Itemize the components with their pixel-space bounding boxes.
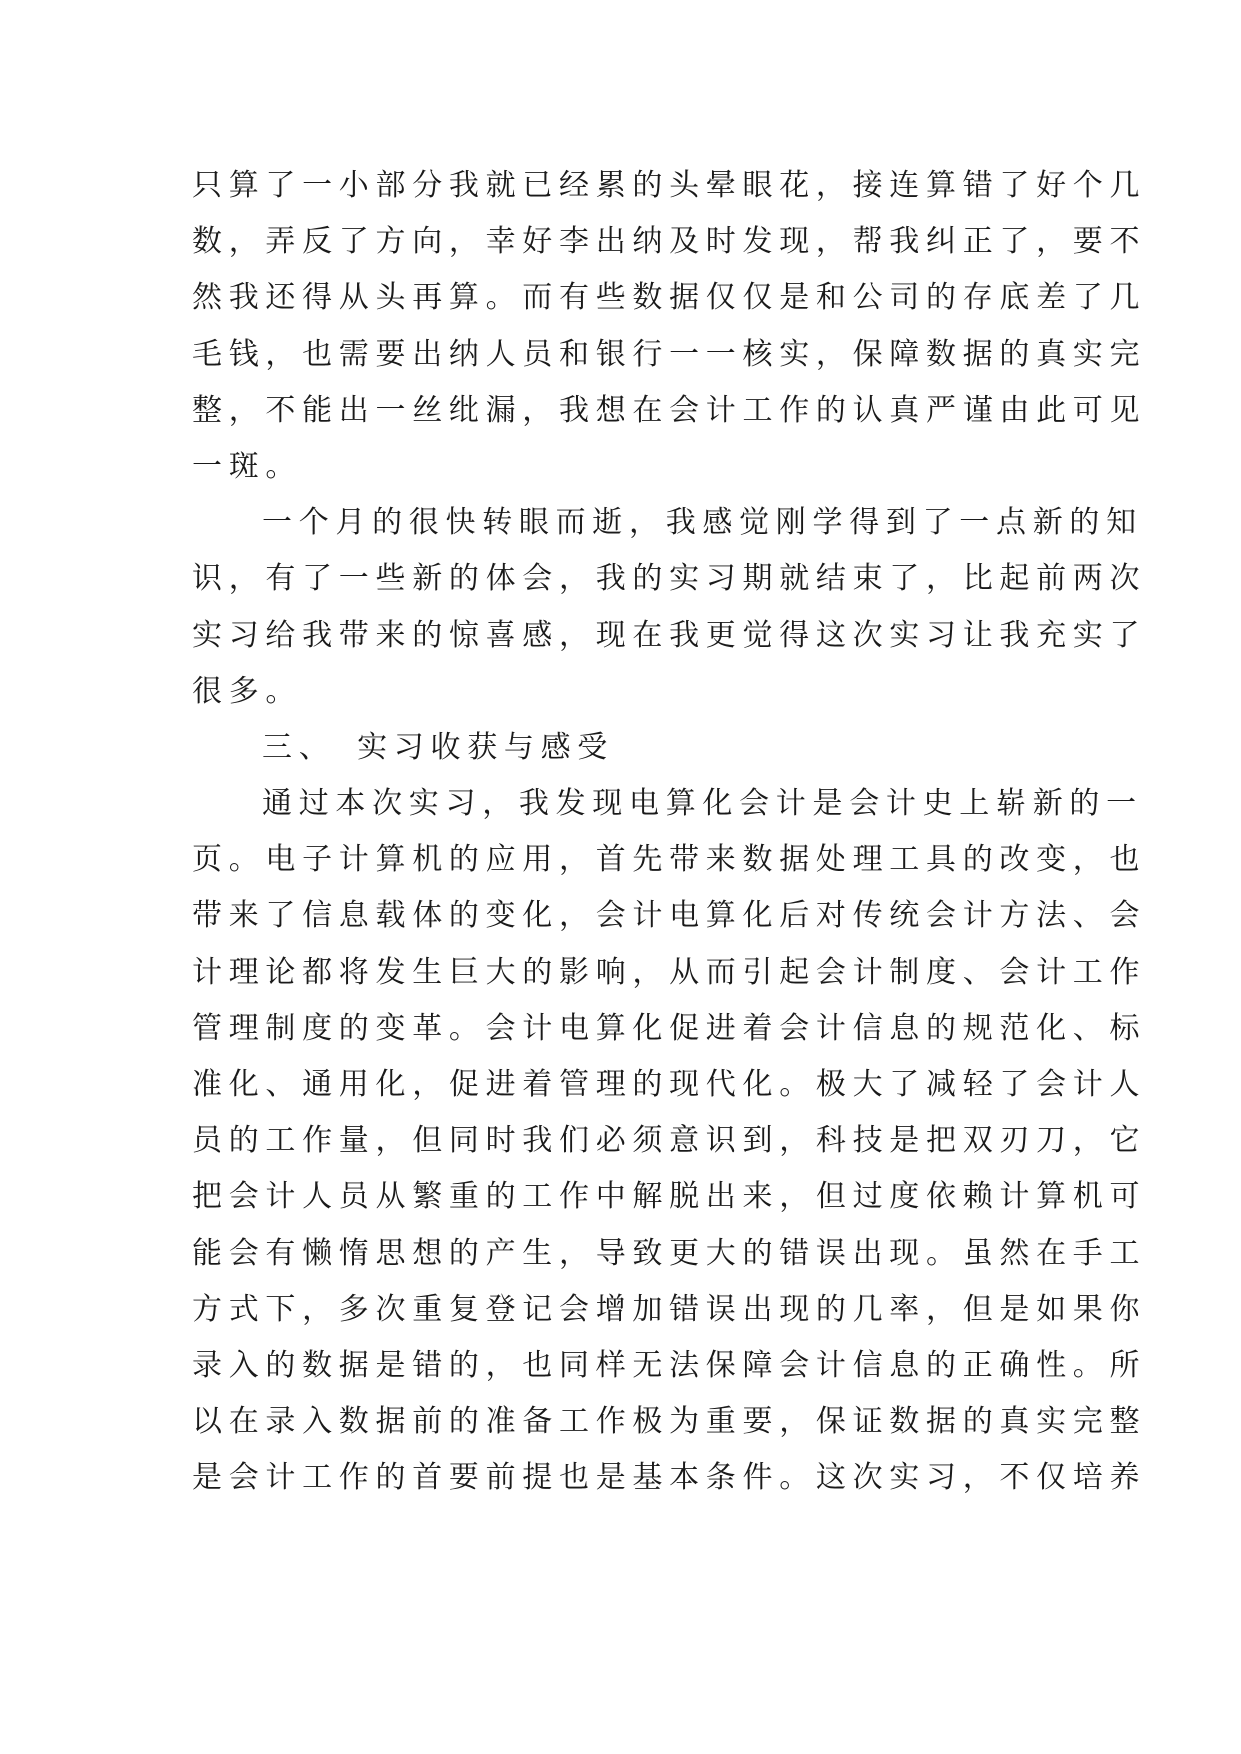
text-line: 毛钱，也需要出纳人员和银行一一核实，保障数据的真实完: [192, 336, 1147, 372]
text-line: 只算了一小部分我就已经累的头晕眼花，接连算错了好个几: [192, 168, 1147, 203]
text-line: 页。电子计算机的应用，首先带来数据处理工具的改变，也: [192, 842, 1147, 878]
text-line: 把会计人员从繁重的工作中解脱出来，但过度依赖计算机可: [192, 1179, 1147, 1215]
text-line: 整，不能出一丝纰漏，我想在会计工作的认真严谨由此可见: [192, 392, 1147, 428]
section-heading: 三、 实习收获与感受: [262, 729, 614, 765]
text-line: 通过本次实习，我发现电算化会计是会计史上崭新的一: [262, 786, 1143, 822]
text-line: 计理论都将发生巨大的影响，从而引起会计制度、会计工作: [192, 954, 1147, 990]
text-line: 能会有懒惰思想的产生，导致更大的错误出现。虽然在手工: [192, 1235, 1147, 1271]
text-line: 很多。: [192, 673, 303, 709]
body-text: [192, 158, 1147, 1507]
text-line: 以在录入数据前的准备工作极为重要，保证数据的真实完整: [192, 1404, 1147, 1440]
text-line: 带来了信息载体的变化，会计电算化后对传统会计方法、会: [192, 898, 1147, 934]
text-line: 员的工作量，但同时我们必须意识到，科技是把双刃刀，它: [192, 1123, 1147, 1159]
text-line: 识，有了一些新的体会，我的实习期就结束了，比起前两次: [192, 561, 1147, 597]
text-line: 是会计工作的首要前提也是基本条件。这次实习，不仅培养: [192, 1460, 1147, 1496]
text-line: 一斑。: [192, 448, 303, 484]
text-line: 一个月的很快转眼而逝，我感觉刚学得到了一点新的知: [262, 505, 1143, 541]
text-line: 然我还得从头再算。而有些数据仅仅是和公司的存底差了几: [192, 280, 1147, 316]
text-line: 准化、通用化，促进着管理的现代化。极大了减轻了会计人: [192, 1067, 1147, 1102]
text-line: 实习给我带来的惊喜感，现在我更觉得这次实习让我充实了: [192, 617, 1147, 653]
text-line: 录入的数据是错的，也同样无法保障会计信息的正确性。所: [192, 1347, 1147, 1383]
text-line: 方式下，多次重复登记会增加错误出现的几率，但是如果你: [192, 1291, 1147, 1327]
text-line: 数，弄反了方向，幸好李出纳及时发现，帮我纠正了，要不: [192, 224, 1147, 260]
text-line: 管理制度的变革。会计电算化促进着会计信息的规范化、标: [192, 1010, 1147, 1046]
